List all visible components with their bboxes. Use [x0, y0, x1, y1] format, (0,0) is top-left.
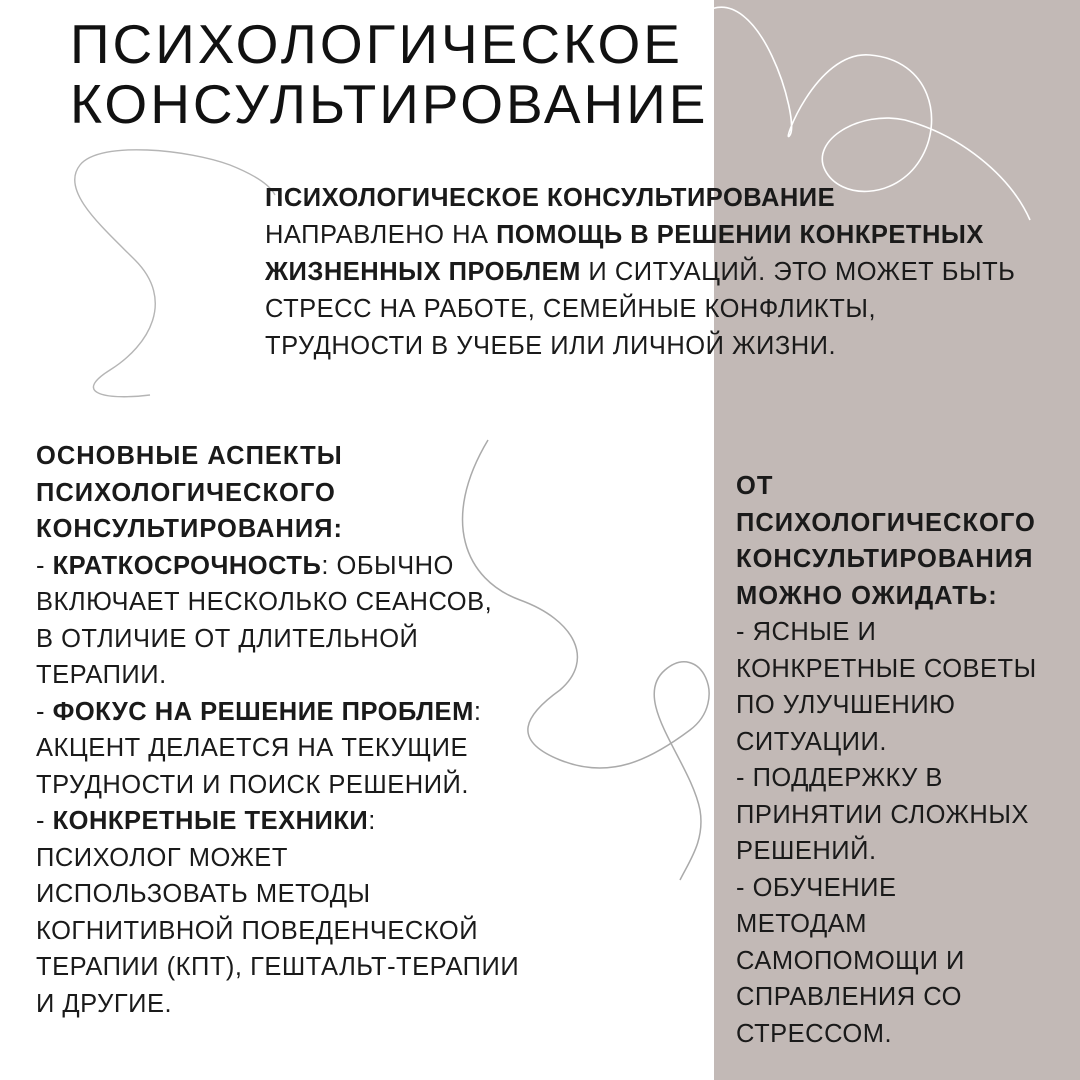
aspects-section — [36, 438, 556, 1022]
aspect-text-line: ВКЛЮЧАЕТ НЕСКОЛЬКО СЕАНСОВ, — [36, 588, 493, 616]
expect-text-line: ПО УЛУЧШЕНИЮ — [736, 691, 956, 719]
page-title — [70, 14, 708, 134]
expect-text-line: ПРИНЯТИИ СЛОЖНЫХ — [736, 800, 1029, 829]
aspect-text-line: АКЦЕНТ ДЕЛАЕТСЯ НА ТЕКУЩИЕ — [36, 734, 469, 762]
expect-heading-line: ПСИХОЛОГИЧЕСКОГО — [736, 508, 1036, 537]
aspect-term-suffix: : — [368, 807, 376, 835]
aspect-text-line: ИСПОЛЬЗОВАТЬ МЕТОДЫ — [36, 880, 371, 908]
expect-text-line: СТРЕССОМ. — [736, 1019, 893, 1048]
title-line-2: КОНСУЛЬТИРОВАНИЕ — [70, 73, 709, 135]
title-line-1: ПСИХОЛОГИЧЕСКОЕ — [70, 13, 683, 75]
bullet-dash: - — [36, 697, 53, 726]
expect-text-line: - ОБУЧЕНИЕ — [736, 873, 897, 902]
expect-text-line: СИТУАЦИИ. — [736, 727, 887, 756]
expect-text-line: СПРАВЛЕНИЯ СО — [736, 983, 962, 1011]
aspect-item-1 — [36, 548, 556, 585]
intro-bold-term: ПСИХОЛОГИЧЕСКОЕ КОНСУЛЬТИРОВАНИЕ — [265, 184, 836, 212]
bullet-dash: - — [36, 551, 53, 580]
aspect-text-line: ТЕРАПИИ (КПТ), ГЕШТАЛЬТ-ТЕРАПИИ — [36, 953, 520, 981]
intro-line-4: СТРЕСС НА РАБОТЕ, СЕМЕЙНЫЕ КОНФЛИКТЫ, — [265, 295, 877, 323]
expectations-section — [736, 468, 1071, 1052]
intro-text: НАПРАВЛЕНО НА — [265, 221, 497, 249]
aspect-term: КРАТКОСРОЧНОСТЬ — [52, 551, 322, 580]
aspect-text-line: В ОТЛИЧИЕ ОТ ДЛИТЕЛЬНОЙ — [36, 624, 419, 653]
aspect-term: ФОКУС НА РЕШЕНИЕ ПРОБЛЕМ — [52, 697, 474, 726]
expect-text-line: РЕШЕНИЙ. — [736, 837, 877, 865]
intro-text-2: И СИТУАЦИЙ. ЭТО МОЖЕТ БЫТЬ — [580, 258, 1016, 286]
aspects-heading-line: КОНСУЛЬТИРОВАНИЯ: — [36, 515, 343, 543]
aspects-heading-line: ПСИХОЛОГИЧЕСКОГО — [36, 478, 336, 507]
aspect-text-line: И ДРУГИЕ. — [36, 989, 173, 1018]
expect-heading-line: ОТ — [736, 472, 774, 500]
intro-line-5: ТРУДНОСТИ В УЧЕБЕ ИЛИ ЛИЧНОЙ ЖИЗНИ. — [265, 332, 837, 360]
expect-heading-line: МОЖНО ОЖИДАТЬ: — [736, 581, 998, 610]
aspect-term-suffix: : — [473, 697, 482, 726]
aspect-term: КОНКРЕТНЫЕ ТЕХНИКИ — [52, 807, 369, 835]
curve-top-left — [75, 150, 275, 397]
bullet-dash: - — [36, 807, 53, 835]
aspect-text-line: ТРУДНОСТИ И ПОИСК РЕШЕНИЙ. — [36, 770, 469, 799]
expect-text-line: САМОПОМОЩИ И — [736, 946, 965, 975]
expect-text-line: - ЯСНЫЕ И — [736, 618, 877, 646]
aspect-text-line: ТЕРАПИИ. — [36, 661, 167, 689]
expect-text-line: - ПОДДЕРЖКУ В — [736, 764, 943, 792]
expect-text-line: КОНКРЕТНЫЕ СОВЕТЫ — [736, 654, 1037, 683]
aspect-text-line: КОГНИТИВНОЙ ПОВЕДЕНЧЕСКОЙ — [36, 916, 479, 945]
intro-bold-phrase-2: ЖИЗНЕННЫХ ПРОБЛЕМ — [265, 258, 581, 286]
aspect-item-2 — [36, 694, 556, 731]
expect-text-line: МЕТОДАМ — [736, 910, 867, 938]
aspect-item-3 — [36, 803, 556, 840]
intro-paragraph — [265, 180, 1065, 365]
intro-bold-phrase: ПОМОЩЬ В РЕШЕНИИ КОНКРЕТНЫХ — [496, 221, 984, 249]
aspect-term-suffix: : ОБЫЧНО — [321, 551, 454, 580]
aspect-text-line: ПСИХОЛОГ МОЖЕТ — [36, 843, 288, 872]
expect-heading-line: КОНСУЛЬТИРОВАНИЯ — [736, 545, 1034, 573]
aspects-heading-line: ОСНОВНЫЕ АСПЕКТЫ — [36, 442, 343, 470]
